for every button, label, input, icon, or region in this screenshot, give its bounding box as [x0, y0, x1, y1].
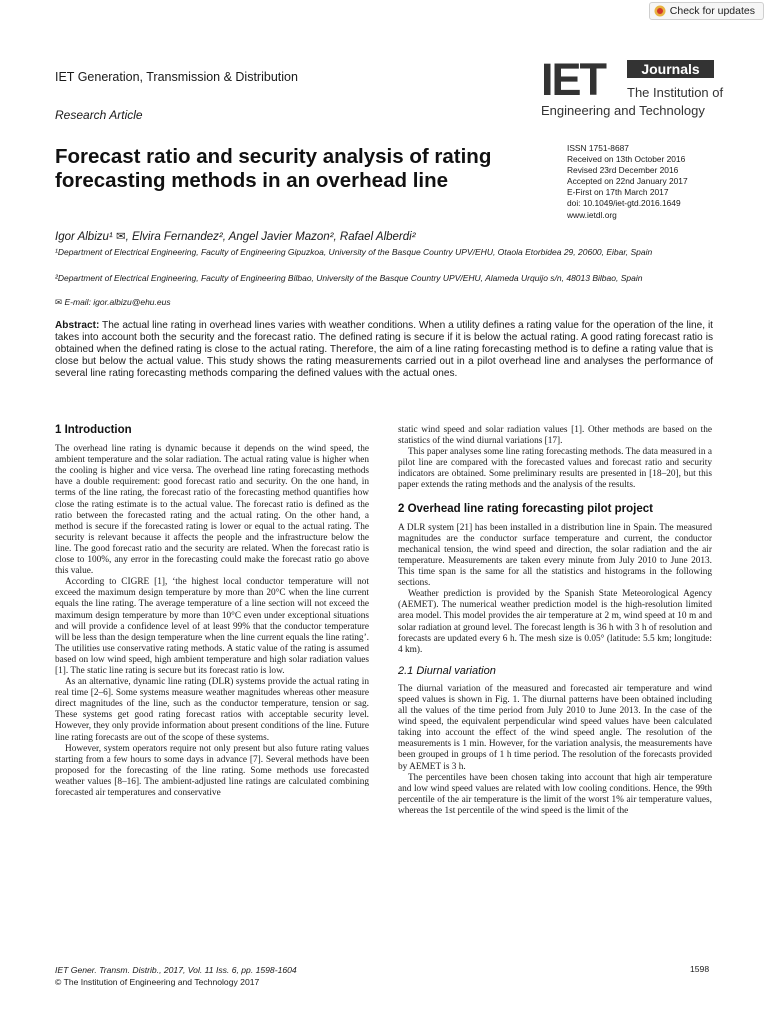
subsection-2-1-heading: 2.1 Diurnal variation: [398, 664, 496, 677]
paragraph: The diurnal variation of the measured and forecasted air temperature and wind speed values is shown in Fig. 1. The diurnal patterns have been obtained including all the values of the time period from July 2010 to June 2013. In the case of the wind speed, the equivalent perpendicular wind speed values have been calculated taking into account the effect of the wind speed angle. The resolution of the measurements is 1 min. However, for the variation analysis, the measurements have been grouped in groups of 1 h time period. The resolution of the forecasts provided by AEMET is 3 h.: [398, 683, 712, 772]
iet-logo: [541, 54, 724, 122]
left-column: [55, 425, 369, 799]
paragraph: The percentiles have been chosen taking into account that high air temperature and low wind speed values are related with low cooling conditions. Hence, the 99th percentile of the air temperature is the limit of the worst 1% air temperature values, whereas the 1st percentile of the wind speed is the limit of the: [398, 772, 712, 816]
author-list: Igor Albizu¹ ✉, Elvira Fernandez², Angel Javier Mazon², Rafael Alberdi²: [55, 231, 416, 243]
website-link[interactable]: www.ietdl.org: [567, 209, 617, 220]
right-column: [398, 425, 712, 817]
paragraph: This paper analyses some line rating forecasting methods. The data measured in a pilot line are compared with the forecasted values and forecast ratio and security indicators are obtained. Some preliminary results are presented in [18–20], but this paper extends the rating methods and the analysis of the results.: [398, 447, 712, 491]
abstract-label: Abstract:: [55, 320, 100, 331]
abstract: [55, 320, 713, 380]
check-for-updates-label: Check for updates: [669, 5, 755, 17]
accepted-date: Accepted on 22nd January 2017: [567, 176, 688, 187]
footer-citation: IET Gener. Transm. Distrib., 2017, Vol. 11 Iss. 6, pp. 1598-1604: [55, 965, 297, 975]
paragraph: According to CIGRE [1], ‘the highest local conductor temperature will not exceed the maximum design temperature by more than 20°C when the line current equals the line rating. The average temperature of a line section will not exceed the maximum design temperature by more than 10°C even under exceptional situations and will provide a confidence level of at least 99% that the conductor temperature will be less than the design temperature when the line current equals the line rating’. The utilities use conservative rating methods. A static value of the rating is assumed based on low wind speed, high ambient temperature and high solar radiation values [1]. The static line rating is secure but its forecast ratio is low.: [55, 577, 369, 676]
page-number: 1598: [690, 964, 710, 974]
paper-title: Forecast ratio and security analysis of rating forecasting methods in an overhead line: [55, 145, 492, 192]
footer-left: [55, 964, 297, 988]
update-icon: [654, 5, 666, 17]
article-type: Research Article: [55, 108, 143, 122]
efirst-date: E-First on 17th March 2017: [567, 187, 669, 198]
logo-institution-line2: Engineering and Technology: [541, 103, 705, 118]
logo-institution-line1: The Institution of: [627, 85, 724, 100]
revised-date: Revised 23rd December 2016: [567, 165, 679, 176]
article-meta: [567, 143, 757, 221]
journal-name: IET Generation, Transmission & Distribution: [55, 70, 298, 84]
received-date: Received on 13th October 2016: [567, 154, 686, 165]
paragraph: The overhead line rating is dynamic because it depends on the wind speed, the ambient temperature and the solar radiation. The actual rating value is higher when the cooling is higher and vice versa. The overhead line rating forecasting methods have a double requirement: good forecast ratio and security. On the one hand, in terms of the line rating, the forecast ratio of the forecasting method quantifies how close the rating estimate is to the actual value. The forecast ratio is defined as the ratio between the forecasted rating and the actual rating. On the other hand, a method is secure if the forecasted rating is lower or equal to the actual rating. The security is relevant because it affects the people and the infrastructure below the line. The good forecast ratio and the security are related. When the forecast ratio is close to 100%, any error in the forecasting could make the forecast ratio go above this value.: [55, 444, 369, 577]
logo-mark: IET: [541, 54, 606, 105]
abstract-text: The actual line rating in overhead lines varies with weather conditions. When a utility defines a rating value for the operation of the line, it takes into account both the security and the forecast ratio. The defined rating is secure if it is below the actual rating. A good rating forecast ratio is obtained when the defined rating is close to the actual rating. Therefore, the aim of a line rating forecasting method is to define a rating value that is close but below the actual value. This study shows the rating measurements carried out in a pilot overhead line and analyses the performance of several line rating forecasting methods comparing the defined values with the actual ones.: [55, 320, 713, 379]
doi-link[interactable]: doi: 10.1049/iet-gtd.2016.1649: [567, 198, 681, 209]
section-2-heading: 2 Overhead line rating forecasting pilot project: [398, 502, 653, 515]
footer-copyright: © The Institution of Engineering and Technology 2017: [55, 977, 260, 987]
affiliation-2: ²Department of Electrical Engineering, Faculty of Engineering Bilbao, University of the Basque Country UPV/EHU, Alameda Urquijo s/n, 48013 Bilbao, Spain: [55, 273, 643, 283]
paragraph: static wind speed and solar radiation values [1]. Other methods are based on the statistics of the wind diurnal variations [17].: [398, 425, 712, 447]
paragraph: However, system operators require not only present but also future rating values starting from a few hours to some days in advance [7]. Several methods have been proposed for the forecasting of the line rating. Some methods use forecasted weather values [8–16]. The ambient-adjusted line ratings are calculated combining forecasted air temperatures and conservative: [55, 743, 369, 798]
paragraph: Weather prediction is provided by the Spanish State Meteorological Agency (AEMET). The numerical weather prediction model is the high-resolution limited area model. This model provides the air temperature at 2 m, wind speed at 10 m and solar radiation at ground level. The forecast length is 36 h with 3 h of resolution and forecasts are updated every 6 h. The mesh size is 0.05° (latitude: 5.5 km; longitude: 4 km).: [398, 589, 712, 655]
corresponding-email[interactable]: ✉ E-mail: igor.albizu@ehu.eus: [55, 297, 171, 307]
section-1-heading: 1 Introduction: [55, 424, 132, 436]
affiliation-1: ¹Department of Electrical Engineering, Faculty of Engineering Gipuzkoa, University of the Basque Country UPV/EHU, Otaola Etorbidea 29, 20600, Eibar, Spain: [55, 247, 653, 257]
logo-journals: Journals: [627, 60, 714, 78]
paragraph: A DLR system [21] has been installed in a distribution line in Spain. The measured magnitudes are the conductor surface temperature and current, the conductor mechanical tension, the wind speed and direction, the solar radiation and the air temperature. Measurements are taken every minute from July 2010 to June 2013. This time span is the same for all the statistics and histograms in the following sections.: [398, 522, 712, 589]
paragraph: As an alternative, dynamic line rating (DLR) systems provide the actual rating in real time [2–6]. Some systems measure weather magnitudes whereas other measure direct magnitudes of the line, such as the conductor temperature, tension or sag. These systems get good rating forecast ratios with acceptable security level. However, they only provide information about present conditions of the line. Future line rating forecasts are out of the scope of these systems.: [55, 677, 369, 743]
check-for-updates-button[interactable]: [649, 2, 764, 20]
issn: ISSN 1751-8687: [567, 143, 629, 153]
